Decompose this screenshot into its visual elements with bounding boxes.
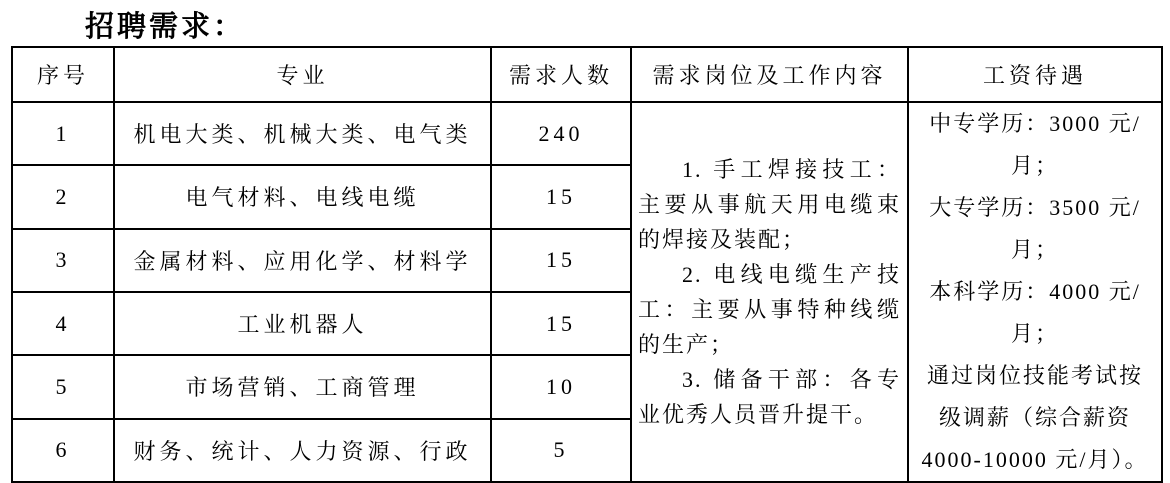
table-row xyxy=(12,102,1162,165)
headcount-cell: 15 xyxy=(491,165,631,228)
serial-cell: 3 xyxy=(12,229,114,292)
salary-cell xyxy=(908,102,1162,482)
major-cell: 财务、统计、人力资源、行政 xyxy=(114,419,491,482)
salary-line: 大专学历：3500 元/月； xyxy=(929,195,1141,262)
headcount-cell: 15 xyxy=(491,292,631,355)
header-major: 专业 xyxy=(114,47,491,102)
header-row xyxy=(12,47,1162,102)
major-cell: 工业机器人 xyxy=(114,292,491,355)
headcount-cell: 5 xyxy=(491,419,631,482)
page-title: 招聘需求： xyxy=(85,11,246,43)
header-salary: 工资待遇 xyxy=(908,47,1162,102)
headcount-cell: 240 xyxy=(491,102,631,165)
headcount-cell: 15 xyxy=(491,229,631,292)
salary-line: 本科学历：4000 元/月； xyxy=(929,279,1141,346)
serial-cell: 5 xyxy=(12,355,114,418)
serial-cell: 2 xyxy=(12,165,114,228)
position-item: 2. 电线电缆生产技工：主要从事特种线缆的生产； xyxy=(638,262,901,357)
major-cell: 市场营销、工商管理 xyxy=(114,355,491,418)
header-serial: 序号 xyxy=(12,47,114,102)
serial-cell: 4 xyxy=(12,292,114,355)
major-cell: 电气材料、电线电缆 xyxy=(114,165,491,228)
position-item: 1. 手工焊接技工：主要从事航天用电缆束的焊接及装配； xyxy=(638,157,901,252)
position-item: 3. 储备干部：各专业优秀人员晋升提干。 xyxy=(638,367,901,427)
header-headcount: 需求人数 xyxy=(491,47,631,102)
major-cell: 金属材料、应用化学、材料学 xyxy=(114,229,491,292)
recruitment-table xyxy=(11,46,1163,483)
headcount-cell: 10 xyxy=(491,355,631,418)
major-cell: 机电大类、机械大类、电气类 xyxy=(114,102,491,165)
salary-line: 通过岗位技能考试按级调薪（综合薪资4000-10000 元/月）。 xyxy=(921,363,1149,472)
serial-cell: 6 xyxy=(12,419,114,482)
salary-line: 中专学历：3000 元/月； xyxy=(929,111,1141,178)
header-positions: 需求岗位及工作内容 xyxy=(631,47,908,102)
positions-cell xyxy=(631,102,908,482)
serial-cell: 1 xyxy=(12,102,114,165)
